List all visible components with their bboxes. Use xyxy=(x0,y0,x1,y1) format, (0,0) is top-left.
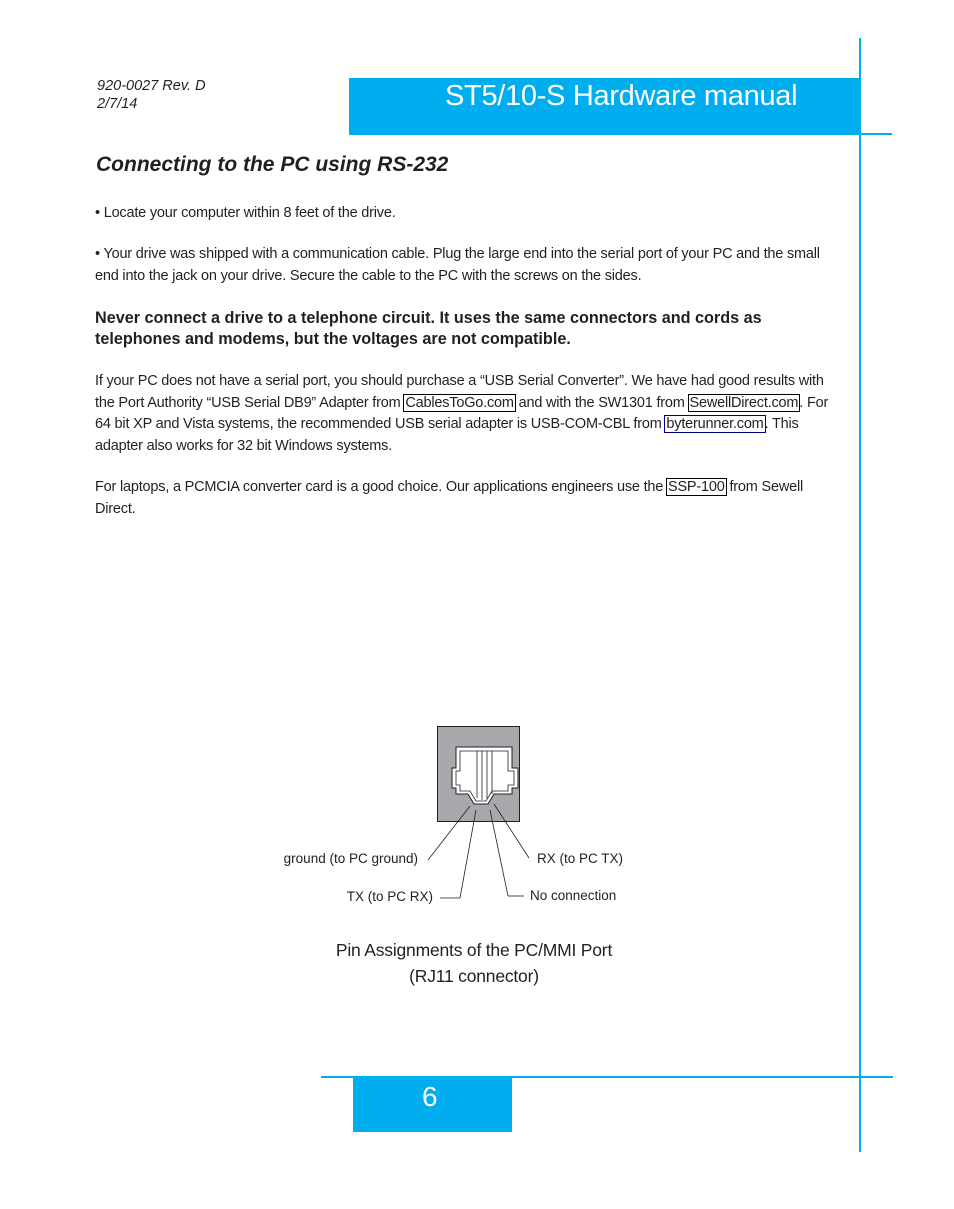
text-span: from Sewell Direct. xyxy=(95,479,803,517)
doc-number: 920-0027 Rev. D xyxy=(97,78,206,94)
text-span: For laptops, a PCMCIA converter card is a good choice. Our applications engineers use the xyxy=(95,479,667,495)
paragraph-location: • Locate your computer within 8 feet of the drive. xyxy=(95,205,396,221)
caption-line-1: Pin Assignments of the PC/MMI Port xyxy=(335,940,613,960)
pin-label-tx: TX (to PC RX) xyxy=(346,889,433,904)
document-meta xyxy=(97,77,206,113)
header-rule xyxy=(349,133,892,135)
section-heading: Connecting to the PC using RS-232 xyxy=(96,153,449,176)
link-sewelldirect[interactable]: SewellDirect.com xyxy=(689,394,799,411)
leader-none xyxy=(490,810,508,896)
paragraph-usb-converter xyxy=(95,371,835,457)
vertical-rule xyxy=(859,38,861,1152)
text-span: and with the SW1301 from xyxy=(514,394,689,411)
link-ssp-100[interactable]: SSP-100 xyxy=(667,479,725,495)
pin-label-ground: ground (to PC ground) xyxy=(283,851,418,866)
pin-label-rx: RX (to PC TX) xyxy=(537,851,624,866)
warning-paragraph: Never connect a drive to a telephone circuit. It uses the same connectors and cords as telephones and modems, but the voltages are not compatible. xyxy=(95,309,762,348)
link-byterunner[interactable]: byterunner.com xyxy=(666,416,764,432)
doc-date: 2/7/14 xyxy=(97,96,138,112)
rj11-connector-diagram xyxy=(280,720,640,920)
text-span: . This adapter also works for 32 bit Windows systems. xyxy=(95,416,799,454)
pin-label-none: No connection xyxy=(530,888,617,903)
page-title: ST5/10-S Hardware manual xyxy=(445,80,798,112)
text-span: . For 64 bit XP and Vista systems, the recommended USB serial adapter is USB-COM-CBL from xyxy=(95,394,829,432)
link-cablestogo[interactable]: CablesToGo.com xyxy=(405,394,514,411)
page-number: 6 xyxy=(422,1081,438,1112)
text-span: If your PC does not have a serial port, you should purchase a “USB Serial Converter”. We have had good results with the Port Authority “USB Serial DB9” Adapter from xyxy=(95,373,824,411)
figure-caption xyxy=(274,937,674,989)
leader-tx xyxy=(460,810,476,898)
paragraph-cable: • Your drive was shipped with a communication cable. Plug the large end into the serial port of your PC and the small end into the jack on your drive. Secure the cable to the PC with the screws on the sides. xyxy=(95,246,820,284)
caption-line-2: (RJ11 connector) xyxy=(409,966,539,986)
paragraph-laptops xyxy=(95,477,835,520)
